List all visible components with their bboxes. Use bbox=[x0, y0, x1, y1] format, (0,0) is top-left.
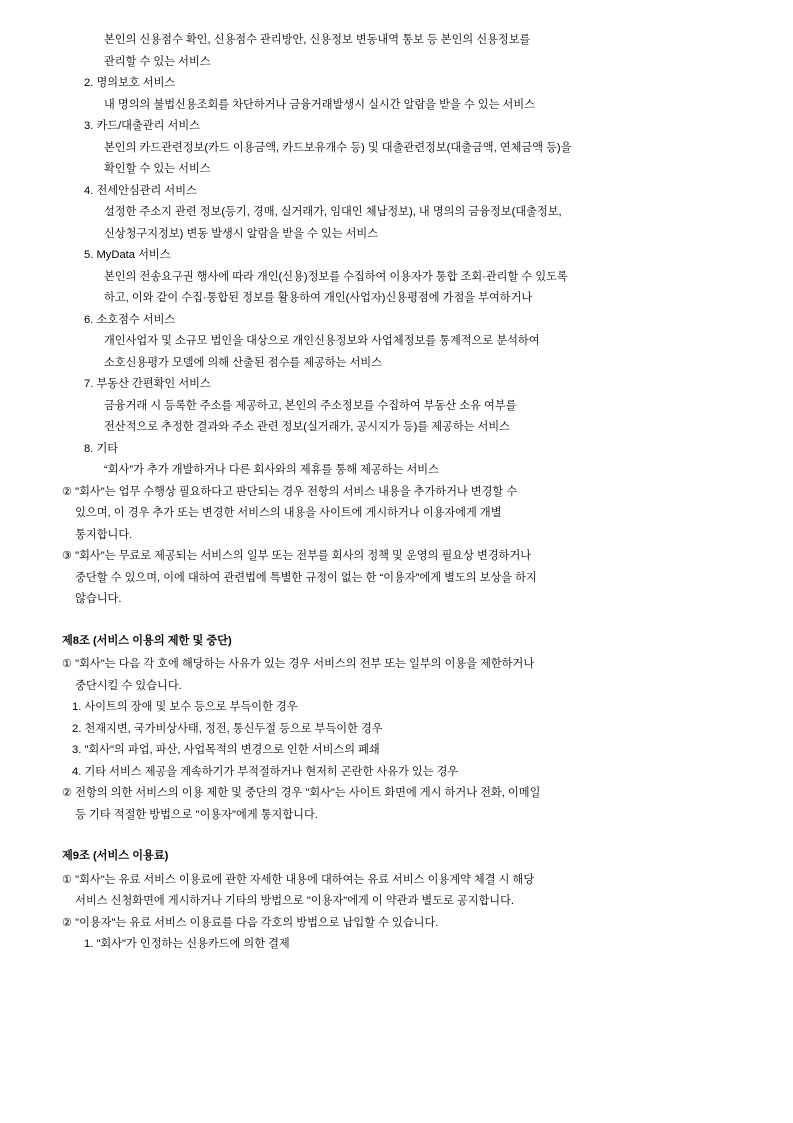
list-item-title: 소호점수 서비스 bbox=[96, 313, 176, 326]
list-item-detail: 본인의 전송요구권 행사에 따라 개인(신용)정보를 수집하여 이용자가 통합 조회·관리할 수 있도록 bbox=[104, 270, 568, 283]
article9-heading: 제9조 (서비스 이용료) bbox=[62, 850, 169, 862]
clause-body bbox=[75, 654, 743, 697]
sub-item: 3. "회사"의 파업, 파산, 사업목적의 변경으로 인한 서비스의 폐쇄 bbox=[72, 744, 380, 756]
list-marker: 7. bbox=[84, 378, 97, 390]
list-marker: 3. bbox=[84, 120, 97, 132]
clause-line: "이용자"는 유료 서비스 이용료를 다음 각호의 방법으로 납입할 수 있습니다. bbox=[75, 916, 439, 929]
clause-body bbox=[75, 482, 743, 547]
service-list bbox=[62, 73, 743, 482]
clause bbox=[62, 913, 743, 935]
clause-body bbox=[75, 546, 743, 611]
list-item-detail: 개인사업자 및 소규모 법인을 대상으로 개인신용정보와 사업체정보를 통계적으로 분석하여 bbox=[104, 335, 540, 347]
list-item-detail: 신상청구지정보) 변동 발생시 알람을 받을 수 있는 서비스 bbox=[104, 227, 379, 240]
clause-marker: ② bbox=[62, 787, 76, 799]
list-item-detail: 하고, 이와 같이 수집·통합된 정보를 활용하여 개인(사업자)신용평점에 가점을 부여하거나 bbox=[104, 292, 533, 304]
list-item bbox=[62, 73, 743, 116]
list-item-title: 명의보호 서비스 bbox=[96, 77, 176, 89]
list-item-detail: 금융거래 시 등록한 주소를 제공하고, 본인의 주소정보를 수집하여 부동산 소유 여부를 bbox=[104, 399, 517, 412]
clause-line: 않습니다. bbox=[75, 593, 122, 605]
clause-body bbox=[75, 870, 743, 913]
clause-body bbox=[75, 913, 743, 935]
list-item-detail: 전산적으로 추정한 결과와 주소 관련 정보(실거래가, 공시지가 등)를 제공하는 서비스 bbox=[104, 421, 510, 433]
list-item bbox=[62, 181, 743, 246]
sub-item: 4. 기타 서비스 제공을 계속하기가 부적절하거나 현저히 곤란한 사유가 있는 경우 bbox=[72, 765, 459, 778]
sub-item: 1. "회사"가 인정하는 신용카드에 의한 결제 bbox=[84, 938, 290, 950]
list-item bbox=[62, 116, 743, 181]
list-item-title: MyData 서비스 bbox=[96, 249, 171, 261]
list-item-detail: 확인할 수 있는 서비스 bbox=[104, 163, 211, 175]
clause-line: "회사"는 다음 각 호에 해당하는 사유가 있는 경우 서비스의 전부 또는 일부의 이용을 제한하거나 bbox=[75, 658, 535, 670]
clause-marker: ② bbox=[62, 485, 76, 498]
clause bbox=[62, 654, 743, 697]
clause-line: 중단할 수 있으며, 이에 대하여 관련법에 특별한 규정이 없는 한 “이용자”에게 별도의 보상을 하지 bbox=[75, 571, 537, 584]
list-item bbox=[62, 245, 743, 310]
clause bbox=[62, 870, 743, 913]
continuation-line: 본인의 신용점수 확인, 신용점수 관리방안, 신용정보 변동내역 통보 등 본인의 신용정보를 bbox=[104, 34, 531, 46]
clause bbox=[62, 546, 743, 611]
list-marker: 4. bbox=[84, 184, 97, 197]
list-item bbox=[62, 439, 743, 482]
clause-marker: ③ bbox=[62, 550, 76, 562]
clause bbox=[62, 482, 743, 547]
clause-line: "회사"는 유료 서비스 이용료에 관한 자세한 내용에 대하여는 유료 서비스 이용계약 체결 시 해당 bbox=[75, 873, 535, 886]
top-continuation bbox=[62, 30, 743, 73]
clause-line: 통지합니다. bbox=[75, 528, 133, 541]
list-marker: 6. bbox=[84, 313, 97, 326]
clause-marker: ① bbox=[62, 873, 76, 886]
clause-line: 중단시킬 수 있습니다. bbox=[75, 679, 182, 692]
list-item-detail: 설정한 주소지 관련 정보(등기, 경매, 실거래가, 임대인 체납정보), 내 명의의 금융정보(대출정보, bbox=[104, 206, 562, 218]
list-item-detail: 내 명의의 불법신용조회를 차단하거나 금융거래발생시 실시간 알람을 받을 수 있는 서비스 bbox=[104, 98, 535, 111]
clause-body bbox=[75, 783, 743, 826]
list-item-title: 전세안심관리 서비스 bbox=[96, 184, 197, 197]
list-marker: 2. bbox=[84, 77, 97, 89]
clause-line: 서비스 신청화면에 게시하거나 기타의 방법으로 "이용자"에게 이 약관과 별도로 공지합니다. bbox=[75, 895, 515, 907]
list-item-detail: “회사”가 추가 개발하거나 다른 회사와의 제휴를 통해 제공하는 서비스 bbox=[104, 464, 439, 476]
clause bbox=[62, 783, 743, 826]
clause-marker: ② bbox=[62, 916, 76, 929]
article7-clauses bbox=[62, 482, 743, 611]
clause-marker: ① bbox=[62, 658, 76, 670]
list-item-detail: 소호신용평가 모델에 의해 산출된 점수를 제공하는 서비스 bbox=[104, 356, 383, 369]
article8-heading: 제8조 (서비스 이용의 제한 및 중단) bbox=[62, 634, 232, 647]
list-item-title: 기타 bbox=[96, 442, 119, 455]
article9 bbox=[62, 846, 743, 956]
sub-item: 2. 천재지변, 국가비상사태, 정전, 통신두절 등으로 부득이한 경우 bbox=[72, 722, 383, 735]
list-item-title: 부동산 간편확인 서비스 bbox=[96, 378, 211, 390]
clause-line: "회사"는 업무 수행상 필요하다고 판단되는 경우 전항의 서비스 내용을 추가하거나 변경할 수 bbox=[75, 485, 518, 498]
list-item-title: 카드/대출관리 서비스 bbox=[96, 120, 200, 132]
clause-line: 있으며, 이 경우 추가 또는 변경한 서비스의 내용을 사이트에 게시하거나 이용자에게 개별 bbox=[75, 507, 502, 519]
article8 bbox=[62, 631, 743, 827]
list-item bbox=[62, 310, 743, 375]
sub-item: 1. 사이트의 장애 및 보수 등으로 부득이한 경우 bbox=[72, 701, 298, 713]
clause-line: 등 기타 적절한 방법으로 "이용자"에게 통지합니다. bbox=[75, 808, 318, 821]
clause-line: 전항의 의한 서비스의 이용 제한 및 중단의 경우 "회사"는 사이트 화면에 게시 하거나 전화, 이메일 bbox=[75, 787, 541, 799]
continuation-line: 관리할 수 있는 서비스 bbox=[104, 55, 211, 68]
clause-line: "회사"는 무료로 제공되는 서비스의 일부 또는 전부를 회사의 정책 및 운영의 필요상 변경하거나 bbox=[75, 550, 532, 562]
list-item-detail: 본인의 카드관련정보(카드 이용금액, 카드보유개수 등) 및 대출관련정보(대출금액, 연체금액 등)을 bbox=[104, 141, 572, 154]
list-marker: 8. bbox=[84, 442, 97, 455]
list-marker: 5. bbox=[84, 249, 97, 261]
list-item bbox=[62, 374, 743, 439]
